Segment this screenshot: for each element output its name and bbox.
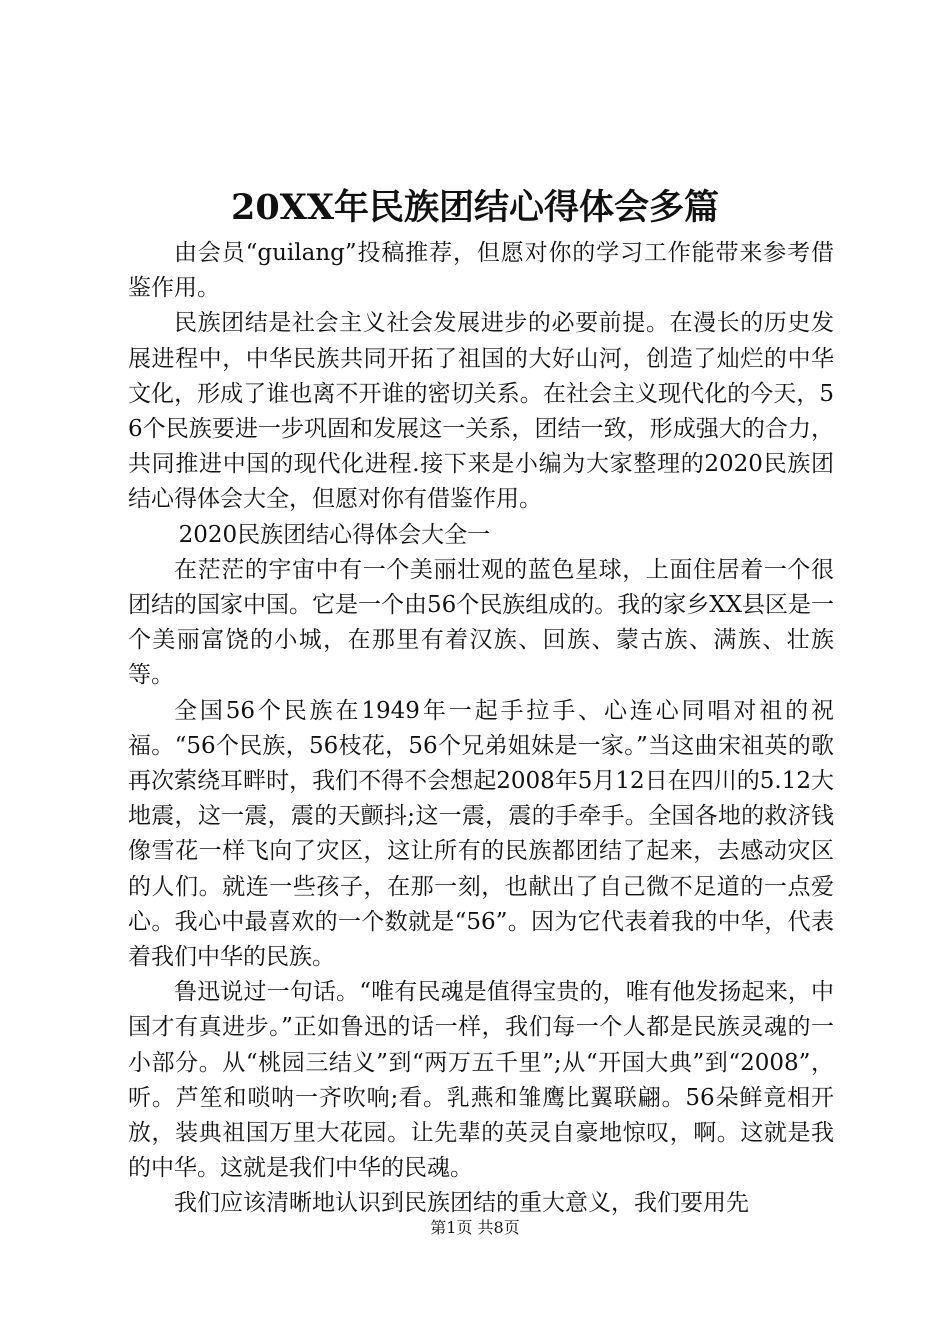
document-body [128,236,834,1222]
section-heading: 2020民族团结心得体会大全一 [178,521,491,548]
page-footer: 第1页 共8页 [430,1218,520,1237]
paragraph-body: 鲁迅说过一句话。“唯有民魂是值得宝贵的，唯有他发扬起来，中国才有真进步。”正如鲁迅的话一样，我们每一个人都是民族灵魂的一小部分。从“桃园三结义”到“两万五千里”;从“开国大典”到“2008”，听。芦笙和唢呐一齐吹响;看。乳燕和雏鹰比翼联翩。56朵鲜竟相开放，装典祖国万里大花园。让先辈的英灵自豪地惊叹，啊。这就是我的中华。这就是我们中华的民魂。 [128,979,834,1182]
document-title: 20XX年民族团结心得体会多篇 [230,187,720,228]
paragraph-intro: 由会员“guilang”投稿推荐，但愿对你的学习工作能带来参考借鉴作用。 [128,240,834,302]
paragraph-body: 我们应该清晰地认识到民族团结的重大意义，我们要用先 [174,1190,749,1217]
paragraph-preface: 民族团结是社会主义社会发展进步的必要前提。在漫长的历史发展进程中，中华民族共同开拓了祖国的大好山河，创造了灿烂的中华文化，形成了谁也离不开谁的密切关系。在社会主义现代化的今天，56个民族要进一步巩固和发展这一关系，团结一致，形成强大的合力，共同推进中国的现代化进程.接下来是小编为大家整理的2020民族团结心得体会大全，但愿对你有借鉴作用。 [128,310,834,513]
paragraph-body: 在茫茫的宇宙中有一个美丽壮观的蓝色星球，上面住居着一个很团结的国家中国。它是一个由56个民族组成的。我的家乡XX县区是一个美丽富饶的小城，在那里有着汉族、回族、蒙古族、满族、壮族等。 [128,556,835,689]
paragraph-body: 全国56个民族在1949年一起手拉手、心连心同唱对祖的祝福。“56个民族，56枝花，56个兄弟姐妹是一家。”当这曲宋祖英的歌再次萦绕耳畔时，我们不得不会想起2008年5月12日在四川的5.12大地震，这一震，震的天颤抖;这一震，震的手牵手。全国各地的救济钱像雪花一样飞向了灾区，这让所有的民族都团结了起来，去感动灾区的人们。就连一些孩子，在那一刻，也献出了自己微不足道的一点爱心。我心中最喜欢的一个数就是“56”。因为它代表着我的中华，代表着我们中华的民族。 [128,697,834,971]
